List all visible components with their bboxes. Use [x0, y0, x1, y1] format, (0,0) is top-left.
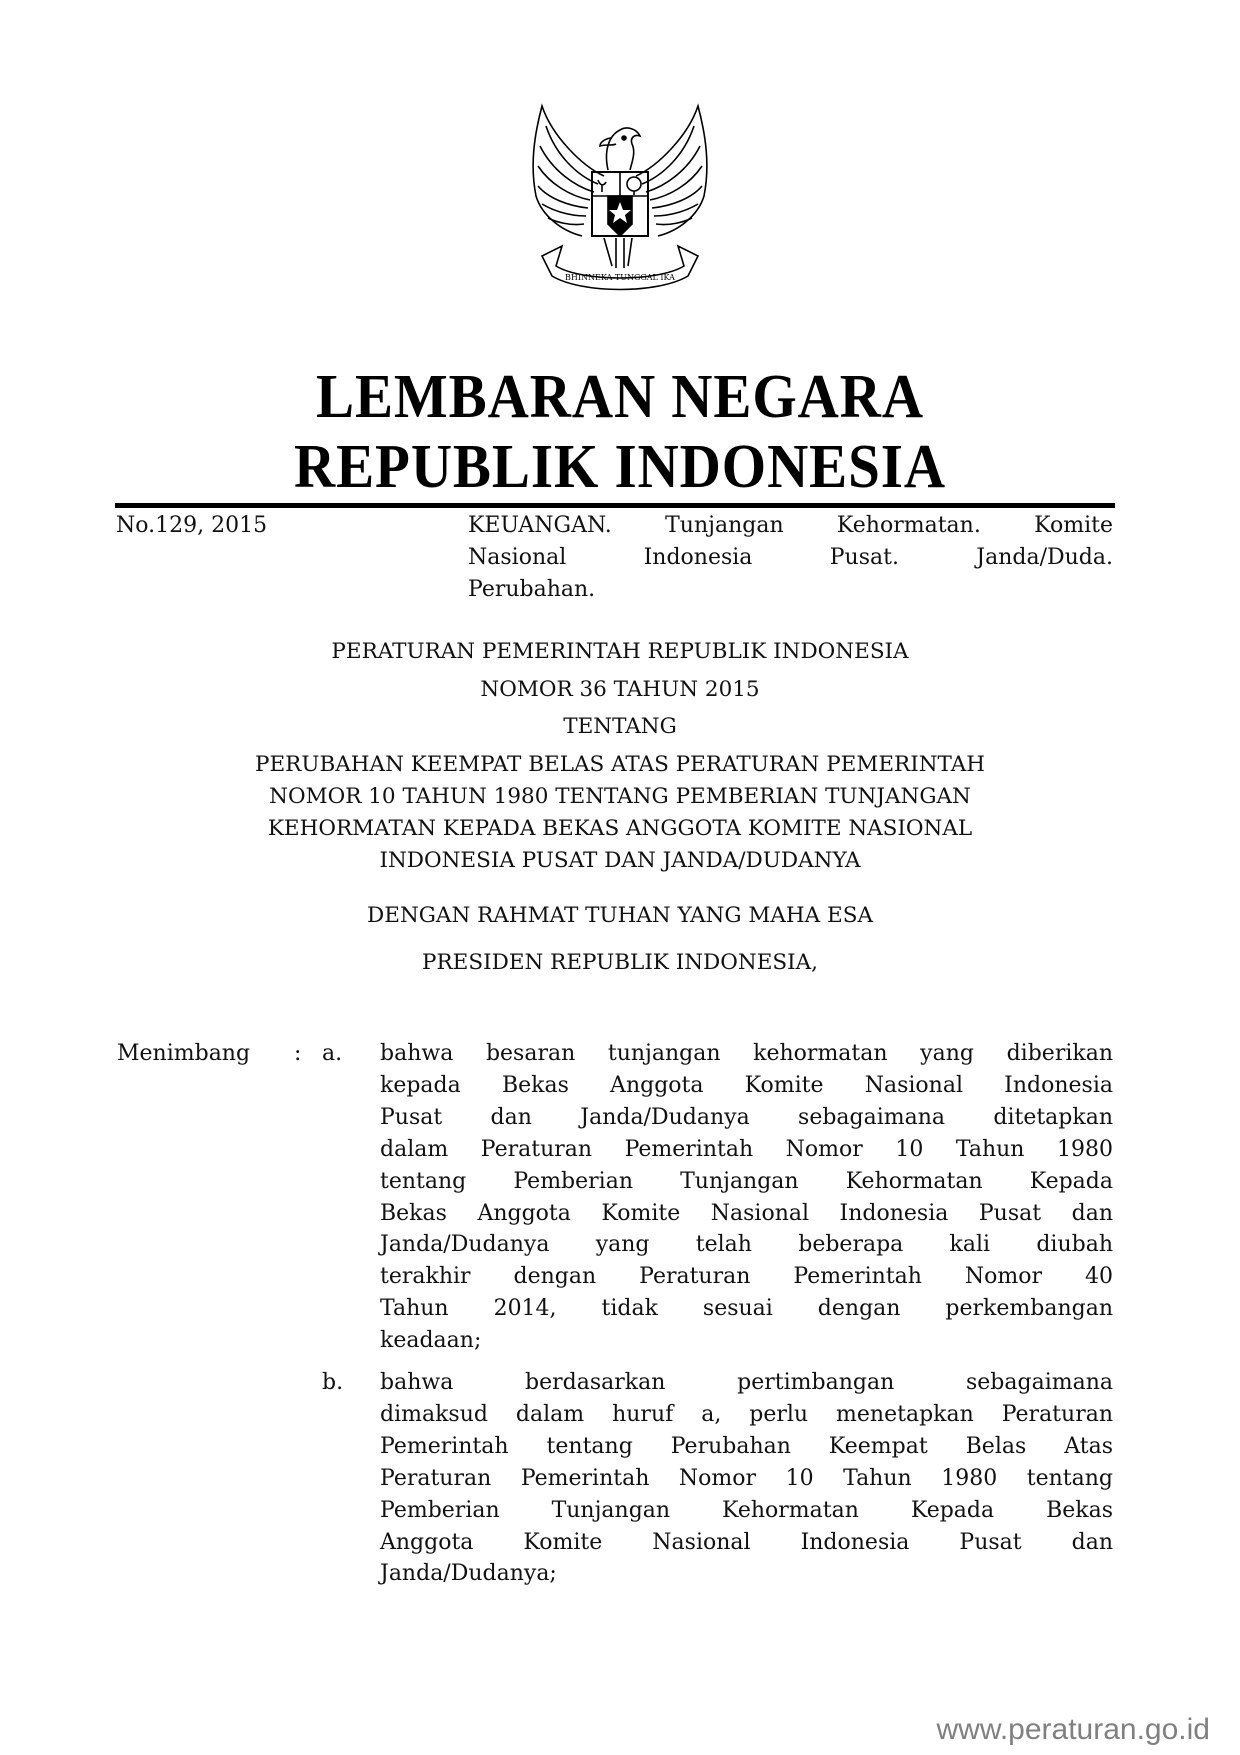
- description-line: Nasional Indonesia Pusat. Janda/Duda.: [468, 545, 1113, 570]
- considerations-label: Menimbang: [117, 1041, 251, 1066]
- issuer: PRESIDEN REPUBLIK INDONESIA,: [422, 950, 818, 975]
- subject-line: NOMOR 10 TAHUN 1980 TENTANG PEMBERIAN TUNJANGAN: [269, 784, 971, 809]
- item-marker-a: a.: [322, 1041, 343, 1066]
- gazette-title-line1: LEMBARAN NEGARA: [315, 363, 924, 431]
- subject-line: PERUBAHAN KEEMPAT BELAS ATAS PERATURAN PEMERINTAH: [255, 752, 985, 777]
- item-line: Peraturan Pemerintah Nomor 10 Tahun 1980 tentang: [380, 1465, 1113, 1491]
- footer-website-url: www.peraturan.go.id: [936, 1713, 1210, 1746]
- item-line: Pusat dan Janda/Dudanya sebagaimana ditetapkan: [380, 1104, 1113, 1130]
- item-line: dalam Peraturan Pemerintah Nomor 10 Tahun 1980: [380, 1136, 1113, 1162]
- item-line: Janda/Dudanya;: [380, 1561, 557, 1587]
- gazette-title-line2: REPUBLIK INDONESIA: [293, 433, 947, 501]
- item-line: dimaksud dalam huruf a, perlu menetapkan Peraturan: [380, 1401, 1113, 1427]
- item-line: tentang Pemberian Tunjangan Kehormatan Kepada: [380, 1168, 1113, 1194]
- item-line: Bekas Anggota Komite Nasional Indonesia Pusat dan: [380, 1200, 1113, 1226]
- item-line: Tahun 2014, tidak sesuai dengan perkembangan: [380, 1296, 1113, 1322]
- subject-line: KEHORMATAN KEPADA BEKAS ANGGOTA KOMITE NASIONAL: [267, 816, 973, 841]
- svg-text:BHINNEKA TUNGGAL IKA: BHINNEKA TUNGGAL IKA: [565, 273, 675, 282]
- regulation-type: PERATURAN PEMERINTAH REPUBLIK INDONESIA: [331, 639, 909, 664]
- item-line: terakhir dengan Peraturan Pemerintah Nomor 40: [380, 1264, 1113, 1290]
- regulation-about: TENTANG: [563, 714, 677, 739]
- consideration-item-b: [380, 1367, 1113, 1590]
- garuda-emblem-icon: [512, 96, 728, 306]
- item-line: kepada Bekas Anggota Komite Nasional Indonesia: [380, 1072, 1113, 1098]
- description-line: KEUANGAN. Tunjangan Kehormatan. Komite: [468, 513, 1113, 538]
- header-divider: [115, 503, 1115, 508]
- description-line: Perubahan.: [468, 577, 596, 602]
- item-line: keadaan;: [380, 1328, 482, 1354]
- considerations-colon: :: [294, 1041, 302, 1066]
- subject-line: INDONESIA PUSAT DAN JANDA/DUDANYA: [379, 848, 861, 873]
- regulation-number: NOMOR 36 TAHUN 2015: [480, 677, 760, 702]
- item-line: Pemerintah tentang Perubahan Keempat Belas Atas: [380, 1433, 1113, 1459]
- gazette-description: [468, 510, 1113, 606]
- item-line: Pemberian Tunjangan Kehormatan Kepada Bekas: [380, 1497, 1113, 1523]
- item-line: bahwa berdasarkan pertimbangan sebagaimana: [380, 1370, 1113, 1395]
- regulation-subject: [150, 749, 1090, 877]
- invocation: DENGAN RAHMAT TUHAN YANG MAHA ESA: [367, 903, 873, 928]
- gazette-number: No.129, 2015: [116, 513, 268, 538]
- item-line: Anggota Komite Nasional Indonesia Pusat dan: [380, 1529, 1113, 1555]
- consideration-item-a: [380, 1038, 1113, 1357]
- item-line: Janda/Dudanya yang telah beberapa kali diubah: [380, 1232, 1113, 1258]
- item-marker-b: b.: [322, 1370, 344, 1395]
- item-line: bahwa besaran tunjangan kehormatan yang diberikan: [380, 1041, 1113, 1066]
